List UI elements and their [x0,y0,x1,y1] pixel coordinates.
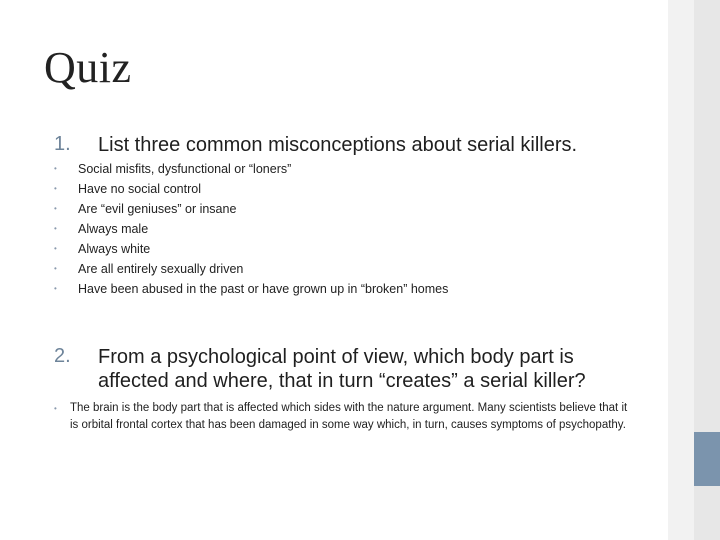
sidebar-stripe [668,0,694,540]
bullet-icon: • [54,224,57,233]
bullet-icon: • [54,204,57,213]
question-2-number: 2. [54,345,71,367]
bullet-icon: • [54,404,57,413]
bullet-icon: • [54,264,57,273]
question-2-text: From a psychological point of view, which body part is affected and where, that in turn “creates” a serial killer? [98,346,586,392]
question-1-number: 1. [54,133,71,155]
bullet-icon: • [54,164,57,173]
slide-title: Quiz [44,43,132,92]
bullet-icon: • [54,244,57,253]
bullet-icon: • [54,184,57,193]
slide: Quiz 1. List three common misconceptions about serial killers. • Social misfits, dysfunctional or “loners” • Have no social control • Are “evil geniuses” or insane • Always male • Always white • Are all entirely sexually driven • Have been abused in the past or have grown up in “broken” homes 2. From a psychological point of view, which body part is affected and where, that in turn “creates” a serial killer? • The brain is the body part that is affected which sides with the nature argument. Many scientists believe that it is orbital frontal cortex that has been damaged in some way which, in turn, causes symptoms of psychopathy. [0,0,668,540]
bullet-icon: • [54,284,57,293]
answer-text: The brain is the body part that is affected which sides with the nature argument. Many scientists believe that it is orbital frontal cortex that has been damaged in some way which, in turn, causes symptoms of psychopathy. [70,402,628,431]
question-1-text: List three common misconceptions about serial killers. [98,134,578,156]
question-2-answer [54,400,634,434]
accent-block [694,432,720,486]
